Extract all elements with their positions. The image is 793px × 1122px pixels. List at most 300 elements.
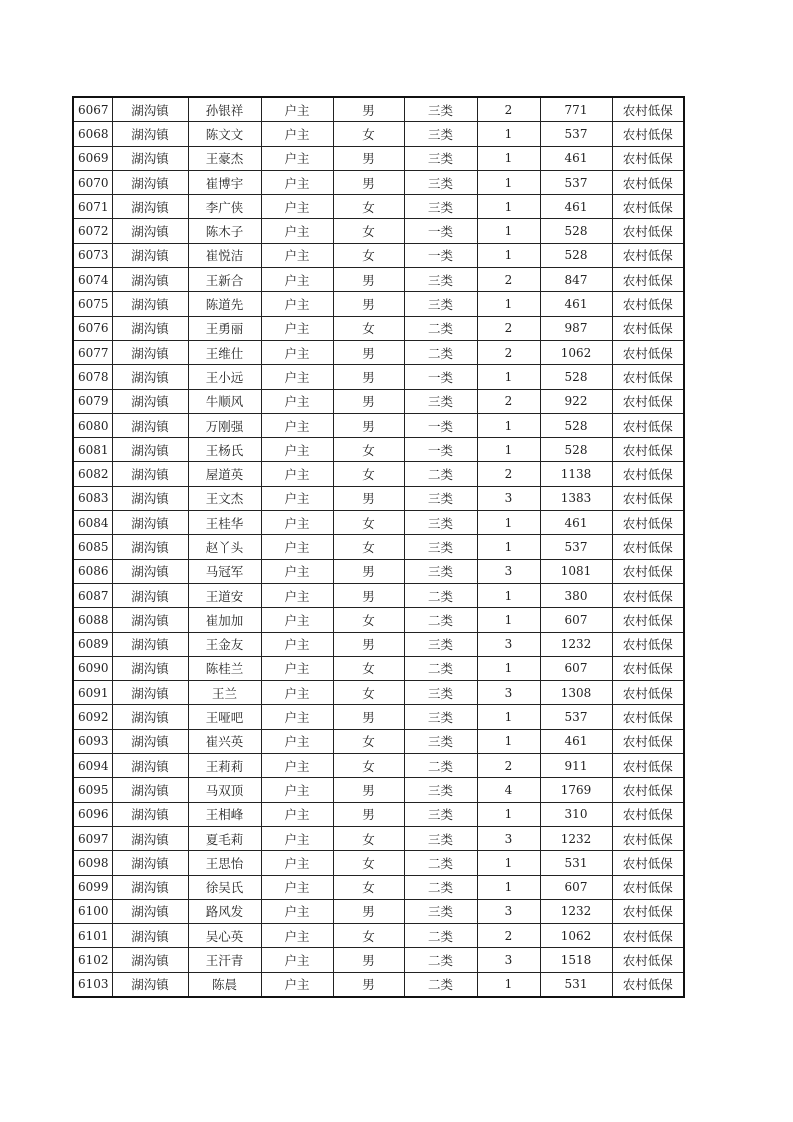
relation-cell: 户主: [261, 948, 333, 972]
relation-cell: 户主: [261, 778, 333, 802]
town-cell: 湖沟镇: [112, 754, 188, 778]
amount-cell: 1232: [540, 632, 612, 656]
table-row: [73, 219, 684, 243]
gender-cell: 男: [333, 778, 404, 802]
name-cell: 王汗青: [188, 948, 261, 972]
name-cell: 王相峰: [188, 802, 261, 826]
serial-number-cell: 6096: [73, 802, 112, 826]
household-size-cell: 1: [477, 243, 540, 267]
relation-cell: 户主: [261, 535, 333, 559]
category-cell: 三类: [404, 778, 477, 802]
amount-cell: 607: [540, 608, 612, 632]
amount-cell: 847: [540, 268, 612, 292]
category-cell: 一类: [404, 243, 477, 267]
amount-cell: 1383: [540, 486, 612, 510]
category-cell: 三类: [404, 292, 477, 316]
household-size-cell: 2: [477, 924, 540, 948]
town-cell: 湖沟镇: [112, 705, 188, 729]
town-cell: 湖沟镇: [112, 292, 188, 316]
amount-cell: 922: [540, 389, 612, 413]
amount-cell: 528: [540, 243, 612, 267]
gender-cell: 女: [333, 924, 404, 948]
town-cell: 湖沟镇: [112, 608, 188, 632]
name-cell: 王文杰: [188, 486, 261, 510]
table-row: [73, 875, 684, 899]
program-type-cell: 农村低保: [612, 316, 684, 340]
category-cell: 三类: [404, 899, 477, 923]
relation-cell: 户主: [261, 899, 333, 923]
table-row: [73, 97, 684, 122]
amount-cell: 537: [540, 170, 612, 194]
relation-cell: 户主: [261, 875, 333, 899]
category-cell: 三类: [404, 705, 477, 729]
gender-cell: 女: [333, 608, 404, 632]
name-cell: 赵丫头: [188, 535, 261, 559]
serial-number-cell: 6090: [73, 656, 112, 680]
serial-number-cell: 6094: [73, 754, 112, 778]
serial-number-cell: 6081: [73, 438, 112, 462]
relation-cell: 户主: [261, 268, 333, 292]
gender-cell: 男: [333, 899, 404, 923]
relation-cell: 户主: [261, 316, 333, 340]
serial-number-cell: 6080: [73, 413, 112, 437]
serial-number-cell: 6092: [73, 705, 112, 729]
name-cell: 孙银祥: [188, 97, 261, 122]
town-cell: 湖沟镇: [112, 340, 188, 364]
category-cell: 三类: [404, 146, 477, 170]
town-cell: 湖沟镇: [112, 146, 188, 170]
household-size-cell: 3: [477, 899, 540, 923]
category-cell: 三类: [404, 486, 477, 510]
serial-number-cell: 6085: [73, 535, 112, 559]
household-size-cell: 1: [477, 535, 540, 559]
amount-cell: 461: [540, 195, 612, 219]
town-cell: 湖沟镇: [112, 438, 188, 462]
town-cell: 湖沟镇: [112, 511, 188, 535]
amount-cell: 537: [540, 122, 612, 146]
town-cell: 湖沟镇: [112, 486, 188, 510]
gender-cell: 女: [333, 316, 404, 340]
program-type-cell: 农村低保: [612, 413, 684, 437]
name-cell: 马双顶: [188, 778, 261, 802]
table-row: [73, 802, 684, 826]
amount-cell: 1308: [540, 681, 612, 705]
category-cell: 二类: [404, 754, 477, 778]
program-type-cell: 农村低保: [612, 705, 684, 729]
town-cell: 湖沟镇: [112, 681, 188, 705]
program-type-cell: 农村低保: [612, 365, 684, 389]
serial-number-cell: 6088: [73, 608, 112, 632]
gender-cell: 女: [333, 462, 404, 486]
town-cell: 湖沟镇: [112, 924, 188, 948]
relation-cell: 户主: [261, 802, 333, 826]
program-type-cell: 农村低保: [612, 535, 684, 559]
amount-cell: 771: [540, 97, 612, 122]
table-row: [73, 170, 684, 194]
serial-number-cell: 6089: [73, 632, 112, 656]
table-row: [73, 899, 684, 923]
household-size-cell: 1: [477, 365, 540, 389]
category-cell: 三类: [404, 826, 477, 850]
name-cell: 徐吴氏: [188, 875, 261, 899]
gender-cell: 男: [333, 389, 404, 413]
table-row: [73, 122, 684, 146]
household-size-cell: 2: [477, 754, 540, 778]
program-type-cell: 农村低保: [612, 851, 684, 875]
gender-cell: 女: [333, 656, 404, 680]
relation-cell: 户主: [261, 972, 333, 997]
table-body: [73, 97, 684, 997]
amount-cell: 461: [540, 146, 612, 170]
program-type-cell: 农村低保: [612, 899, 684, 923]
category-cell: 二类: [404, 316, 477, 340]
relation-cell: 户主: [261, 924, 333, 948]
amount-cell: 607: [540, 656, 612, 680]
amount-cell: 1769: [540, 778, 612, 802]
table-row: [73, 365, 684, 389]
relation-cell: 户主: [261, 486, 333, 510]
town-cell: 湖沟镇: [112, 632, 188, 656]
table-row: [73, 583, 684, 607]
table-row: [73, 924, 684, 948]
table-row: [73, 316, 684, 340]
table-row: [73, 559, 684, 583]
name-cell: 陈晨: [188, 972, 261, 997]
program-type-cell: 农村低保: [612, 340, 684, 364]
category-cell: 二类: [404, 972, 477, 997]
amount-cell: 531: [540, 972, 612, 997]
relation-cell: 户主: [261, 170, 333, 194]
name-cell: 王杨氏: [188, 438, 261, 462]
relation-cell: 户主: [261, 705, 333, 729]
amount-cell: 528: [540, 219, 612, 243]
gender-cell: 男: [333, 972, 404, 997]
household-size-cell: 1: [477, 972, 540, 997]
serial-number-cell: 6086: [73, 559, 112, 583]
relation-cell: 户主: [261, 754, 333, 778]
category-cell: 二类: [404, 608, 477, 632]
relation-cell: 户主: [261, 146, 333, 170]
serial-number-cell: 6079: [73, 389, 112, 413]
category-cell: 三类: [404, 729, 477, 753]
gender-cell: 男: [333, 170, 404, 194]
name-cell: 崔悦洁: [188, 243, 261, 267]
relation-cell: 户主: [261, 340, 333, 364]
town-cell: 湖沟镇: [112, 243, 188, 267]
gender-cell: 女: [333, 122, 404, 146]
town-cell: 湖沟镇: [112, 729, 188, 753]
serial-number-cell: 6068: [73, 122, 112, 146]
gender-cell: 女: [333, 851, 404, 875]
serial-number-cell: 6072: [73, 219, 112, 243]
serial-number-cell: 6074: [73, 268, 112, 292]
town-cell: 湖沟镇: [112, 875, 188, 899]
gender-cell: 女: [333, 195, 404, 219]
name-cell: 王桂华: [188, 511, 261, 535]
relation-cell: 户主: [261, 243, 333, 267]
household-size-cell: 4: [477, 778, 540, 802]
relation-cell: 户主: [261, 632, 333, 656]
category-cell: 二类: [404, 948, 477, 972]
name-cell: 崔兴英: [188, 729, 261, 753]
household-size-cell: 3: [477, 559, 540, 583]
relation-cell: 户主: [261, 608, 333, 632]
town-cell: 湖沟镇: [112, 316, 188, 340]
name-cell: 陈道先: [188, 292, 261, 316]
relation-cell: 户主: [261, 292, 333, 316]
gender-cell: 男: [333, 486, 404, 510]
name-cell: 王小远: [188, 365, 261, 389]
household-size-cell: 3: [477, 681, 540, 705]
serial-number-cell: 6103: [73, 972, 112, 997]
town-cell: 湖沟镇: [112, 195, 188, 219]
program-type-cell: 农村低保: [612, 170, 684, 194]
relation-cell: 户主: [261, 511, 333, 535]
gender-cell: 男: [333, 97, 404, 122]
amount-cell: 1062: [540, 340, 612, 364]
household-size-cell: 1: [477, 729, 540, 753]
household-size-cell: 2: [477, 316, 540, 340]
assistance-table: [72, 96, 685, 998]
program-type-cell: 农村低保: [612, 583, 684, 607]
gender-cell: 女: [333, 438, 404, 462]
name-cell: 夏毛莉: [188, 826, 261, 850]
household-size-cell: 1: [477, 851, 540, 875]
name-cell: 王豪杰: [188, 146, 261, 170]
household-size-cell: 1: [477, 292, 540, 316]
category-cell: 三类: [404, 122, 477, 146]
table-row: [73, 632, 684, 656]
gender-cell: 男: [333, 292, 404, 316]
town-cell: 湖沟镇: [112, 583, 188, 607]
household-size-cell: 1: [477, 195, 540, 219]
town-cell: 湖沟镇: [112, 389, 188, 413]
program-type-cell: 农村低保: [612, 195, 684, 219]
program-type-cell: 农村低保: [612, 875, 684, 899]
category-cell: 三类: [404, 268, 477, 292]
name-cell: 王莉莉: [188, 754, 261, 778]
household-size-cell: 1: [477, 413, 540, 437]
household-size-cell: 3: [477, 948, 540, 972]
gender-cell: 男: [333, 632, 404, 656]
serial-number-cell: 6097: [73, 826, 112, 850]
program-type-cell: 农村低保: [612, 486, 684, 510]
program-type-cell: 农村低保: [612, 268, 684, 292]
amount-cell: 1138: [540, 462, 612, 486]
name-cell: 王思怡: [188, 851, 261, 875]
program-type-cell: 农村低保: [612, 948, 684, 972]
household-size-cell: 3: [477, 486, 540, 510]
serial-number-cell: 6101: [73, 924, 112, 948]
table-row: [73, 438, 684, 462]
gender-cell: 男: [333, 365, 404, 389]
category-cell: 一类: [404, 413, 477, 437]
amount-cell: 1062: [540, 924, 612, 948]
town-cell: 湖沟镇: [112, 972, 188, 997]
relation-cell: 户主: [261, 462, 333, 486]
table-row: [73, 656, 684, 680]
town-cell: 湖沟镇: [112, 535, 188, 559]
serial-number-cell: 6083: [73, 486, 112, 510]
serial-number-cell: 6069: [73, 146, 112, 170]
name-cell: 吴心英: [188, 924, 261, 948]
program-type-cell: 农村低保: [612, 778, 684, 802]
amount-cell: 987: [540, 316, 612, 340]
name-cell: 王新合: [188, 268, 261, 292]
relation-cell: 户主: [261, 729, 333, 753]
program-type-cell: 农村低保: [612, 656, 684, 680]
table-row: [73, 608, 684, 632]
amount-cell: 461: [540, 729, 612, 753]
table-row: [73, 243, 684, 267]
household-size-cell: 1: [477, 122, 540, 146]
town-cell: 湖沟镇: [112, 559, 188, 583]
program-type-cell: 农村低保: [612, 243, 684, 267]
gender-cell: 女: [333, 243, 404, 267]
program-type-cell: 农村低保: [612, 219, 684, 243]
name-cell: 牛顺风: [188, 389, 261, 413]
name-cell: 王维仕: [188, 340, 261, 364]
table-row: [73, 292, 684, 316]
table-row: [73, 389, 684, 413]
serial-number-cell: 6100: [73, 899, 112, 923]
program-type-cell: 农村低保: [612, 438, 684, 462]
relation-cell: 户主: [261, 656, 333, 680]
category-cell: 三类: [404, 170, 477, 194]
household-size-cell: 1: [477, 583, 540, 607]
household-size-cell: 3: [477, 632, 540, 656]
table-row: [73, 486, 684, 510]
program-type-cell: 农村低保: [612, 559, 684, 583]
relation-cell: 户主: [261, 219, 333, 243]
name-cell: 王兰: [188, 681, 261, 705]
gender-cell: 男: [333, 583, 404, 607]
amount-cell: 537: [540, 705, 612, 729]
town-cell: 湖沟镇: [112, 802, 188, 826]
amount-cell: 380: [540, 583, 612, 607]
table-row: [73, 972, 684, 997]
household-size-cell: 2: [477, 97, 540, 122]
program-type-cell: 农村低保: [612, 802, 684, 826]
town-cell: 湖沟镇: [112, 122, 188, 146]
amount-cell: 537: [540, 535, 612, 559]
program-type-cell: 农村低保: [612, 729, 684, 753]
relation-cell: 户主: [261, 413, 333, 437]
name-cell: 李广侠: [188, 195, 261, 219]
table-row: [73, 146, 684, 170]
relation-cell: 户主: [261, 97, 333, 122]
program-type-cell: 农村低保: [612, 146, 684, 170]
household-size-cell: 1: [477, 875, 540, 899]
name-cell: 王金友: [188, 632, 261, 656]
relation-cell: 户主: [261, 559, 333, 583]
town-cell: 湖沟镇: [112, 268, 188, 292]
serial-number-cell: 6075: [73, 292, 112, 316]
household-size-cell: 2: [477, 389, 540, 413]
category-cell: 二类: [404, 340, 477, 364]
program-type-cell: 农村低保: [612, 754, 684, 778]
relation-cell: 户主: [261, 365, 333, 389]
category-cell: 二类: [404, 851, 477, 875]
gender-cell: 男: [333, 413, 404, 437]
gender-cell: 男: [333, 268, 404, 292]
category-cell: 二类: [404, 583, 477, 607]
category-cell: 三类: [404, 681, 477, 705]
gender-cell: 女: [333, 826, 404, 850]
table-row: [73, 195, 684, 219]
serial-number-cell: 6071: [73, 195, 112, 219]
serial-number-cell: 6091: [73, 681, 112, 705]
town-cell: 湖沟镇: [112, 948, 188, 972]
household-size-cell: 2: [477, 268, 540, 292]
gender-cell: 女: [333, 681, 404, 705]
category-cell: 三类: [404, 389, 477, 413]
name-cell: 陈桂兰: [188, 656, 261, 680]
gender-cell: 男: [333, 802, 404, 826]
household-size-cell: 3: [477, 826, 540, 850]
name-cell: 王哑吧: [188, 705, 261, 729]
relation-cell: 户主: [261, 583, 333, 607]
program-type-cell: 农村低保: [612, 292, 684, 316]
table-row: [73, 729, 684, 753]
household-size-cell: 1: [477, 802, 540, 826]
program-type-cell: 农村低保: [612, 97, 684, 122]
program-type-cell: 农村低保: [612, 462, 684, 486]
table-row: [73, 535, 684, 559]
relation-cell: 户主: [261, 195, 333, 219]
program-type-cell: 农村低保: [612, 389, 684, 413]
category-cell: 二类: [404, 656, 477, 680]
town-cell: 湖沟镇: [112, 413, 188, 437]
serial-number-cell: 6070: [73, 170, 112, 194]
amount-cell: 1081: [540, 559, 612, 583]
program-type-cell: 农村低保: [612, 826, 684, 850]
amount-cell: 461: [540, 292, 612, 316]
program-type-cell: 农村低保: [612, 972, 684, 997]
name-cell: 屋道英: [188, 462, 261, 486]
table-row: [73, 268, 684, 292]
gender-cell: 女: [333, 535, 404, 559]
amount-cell: 531: [540, 851, 612, 875]
gender-cell: 男: [333, 705, 404, 729]
category-cell: 三类: [404, 535, 477, 559]
category-cell: 一类: [404, 365, 477, 389]
name-cell: 陈文文: [188, 122, 261, 146]
town-cell: 湖沟镇: [112, 899, 188, 923]
serial-number-cell: 6077: [73, 340, 112, 364]
gender-cell: 女: [333, 754, 404, 778]
household-size-cell: 1: [477, 608, 540, 632]
category-cell: 三类: [404, 802, 477, 826]
gender-cell: 女: [333, 219, 404, 243]
name-cell: 崔加加: [188, 608, 261, 632]
name-cell: 王道安: [188, 583, 261, 607]
serial-number-cell: 6067: [73, 97, 112, 122]
serial-number-cell: 6076: [73, 316, 112, 340]
table-row: [73, 705, 684, 729]
serial-number-cell: 6084: [73, 511, 112, 535]
amount-cell: 528: [540, 413, 612, 437]
town-cell: 湖沟镇: [112, 97, 188, 122]
relation-cell: 户主: [261, 122, 333, 146]
town-cell: 湖沟镇: [112, 778, 188, 802]
category-cell: 一类: [404, 219, 477, 243]
household-size-cell: 1: [477, 705, 540, 729]
household-size-cell: 1: [477, 146, 540, 170]
gender-cell: 男: [333, 340, 404, 364]
household-size-cell: 2: [477, 462, 540, 486]
name-cell: 陈木子: [188, 219, 261, 243]
